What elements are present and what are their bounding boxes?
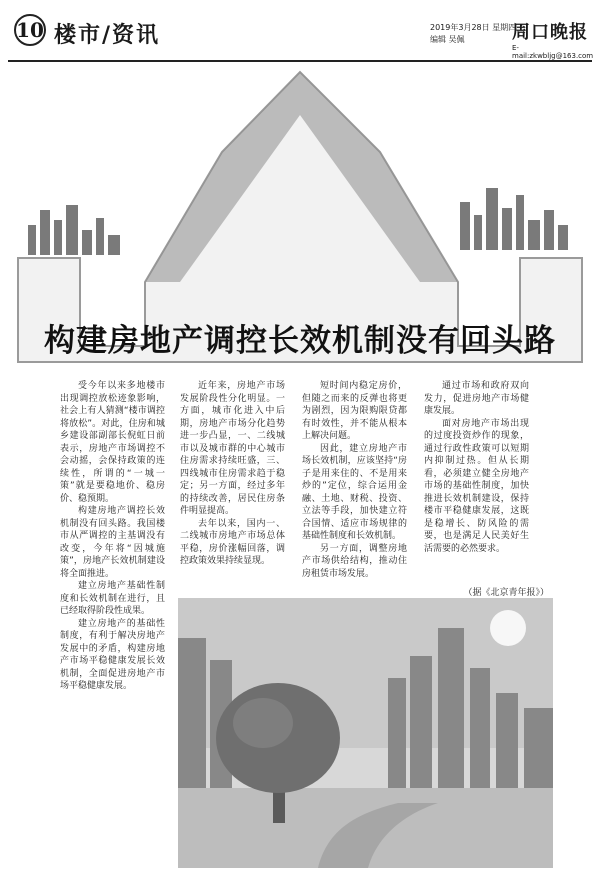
article-column-3: [302, 380, 407, 580]
article-column-4: [424, 380, 529, 580]
issue-meta: [430, 22, 516, 46]
page-header: [0, 0, 600, 70]
paragraph: 受今年以来多地楼市出现调控放松迹象影响，社会上有人猜测“楼市调控将放松”。对此，住房和城乡建设部副部长倪虹日前表示，房地产市场调控不会动摇，会保持政策的连续性，所谓的“一城一策”就是要稳地价、稳房价、稳预期。: [60, 381, 165, 504]
paragraph: 建立房地产的基础性制度，有利于解决房地产发展中的矛盾，构建房地产市场平稳健康发展长效机制，全面促进房地产市场平稳健康发展。: [60, 618, 165, 691]
source-credit: （据《北京青年报》）: [463, 588, 549, 598]
paragraph: 短时间内稳定房价，但随之而来的反弹也将更为剧烈，因为限购限贷都有时效性，并不能从根本上解决问题。: [302, 381, 407, 441]
paragraph: 另一方面，调整房地产市场供给结构，推动住房租赁市场发展。: [302, 543, 407, 579]
newspaper-masthead: 周口晚报: [512, 22, 588, 43]
paragraph: 近年来，房地产市场发展阶段性分化明显。一方面，城市化进入中后期，房地产市场分化趋势进一步凸显，一、二线城市以及城市群的中心城市住房需求持续旺盛，三、四线城市住房需求趋于稳定；另一方面，经过多年的持续改善，居民住房条件明显提高。: [180, 381, 285, 516]
issue-editor: 编辑 吴佩: [430, 35, 465, 44]
paragraph: 去年以来，国内一、二线城市房地产市场总体平稳，房价涨幅回落，调控政策效果持续显现。: [180, 518, 285, 566]
paragraph: 因此，建立房地产市场长效机制，应该坚持“房子是用来住的、不是用来炒的”定位，综合运用金融、土地、财税、投资、立法等手段，加快建立符合国情、适应市场规律的基础性制度和长效机制。: [302, 443, 407, 541]
article-column-2: [180, 380, 285, 580]
issue-date: 2019年3月28日 星期四: [430, 23, 517, 32]
paragraph: 面对房地产市场出现的过度投资炒作的现象，通过行政性政策可以短期内抑制过热。但从长期看，必须建立健全房地产市场的基础性制度，加快推进长效机制建设，保持楼市平稳健康发展，这既是稳增长、防风险的需要，也是满足人民美好生活需要的必然要求。: [424, 418, 529, 554]
contact-email: E-mail:zkwbljg@163.com: [512, 44, 594, 60]
paragraph: 建立房地产基础性制度和长效机制在进行，且已经取得阶段性成果。: [60, 581, 165, 616]
article-headline: 构建房地产调控长效机制没有回头路: [44, 323, 556, 359]
article-column-1: [60, 380, 165, 870]
header-divider: [8, 60, 592, 62]
page-number: 10: [14, 14, 46, 46]
city-tree-photo: [178, 598, 553, 868]
paragraph: 通过市场和政府双向发力，促进房地产市场健康发展。: [424, 381, 529, 416]
paragraph: 构建房地产调控长效机制没有回头路。我国楼市从严调控的主基调没有改变，今年将“因城施策”，房地产长效机制建设将全面推进。: [60, 506, 165, 579]
section-title: 楼市/资讯: [54, 22, 161, 48]
